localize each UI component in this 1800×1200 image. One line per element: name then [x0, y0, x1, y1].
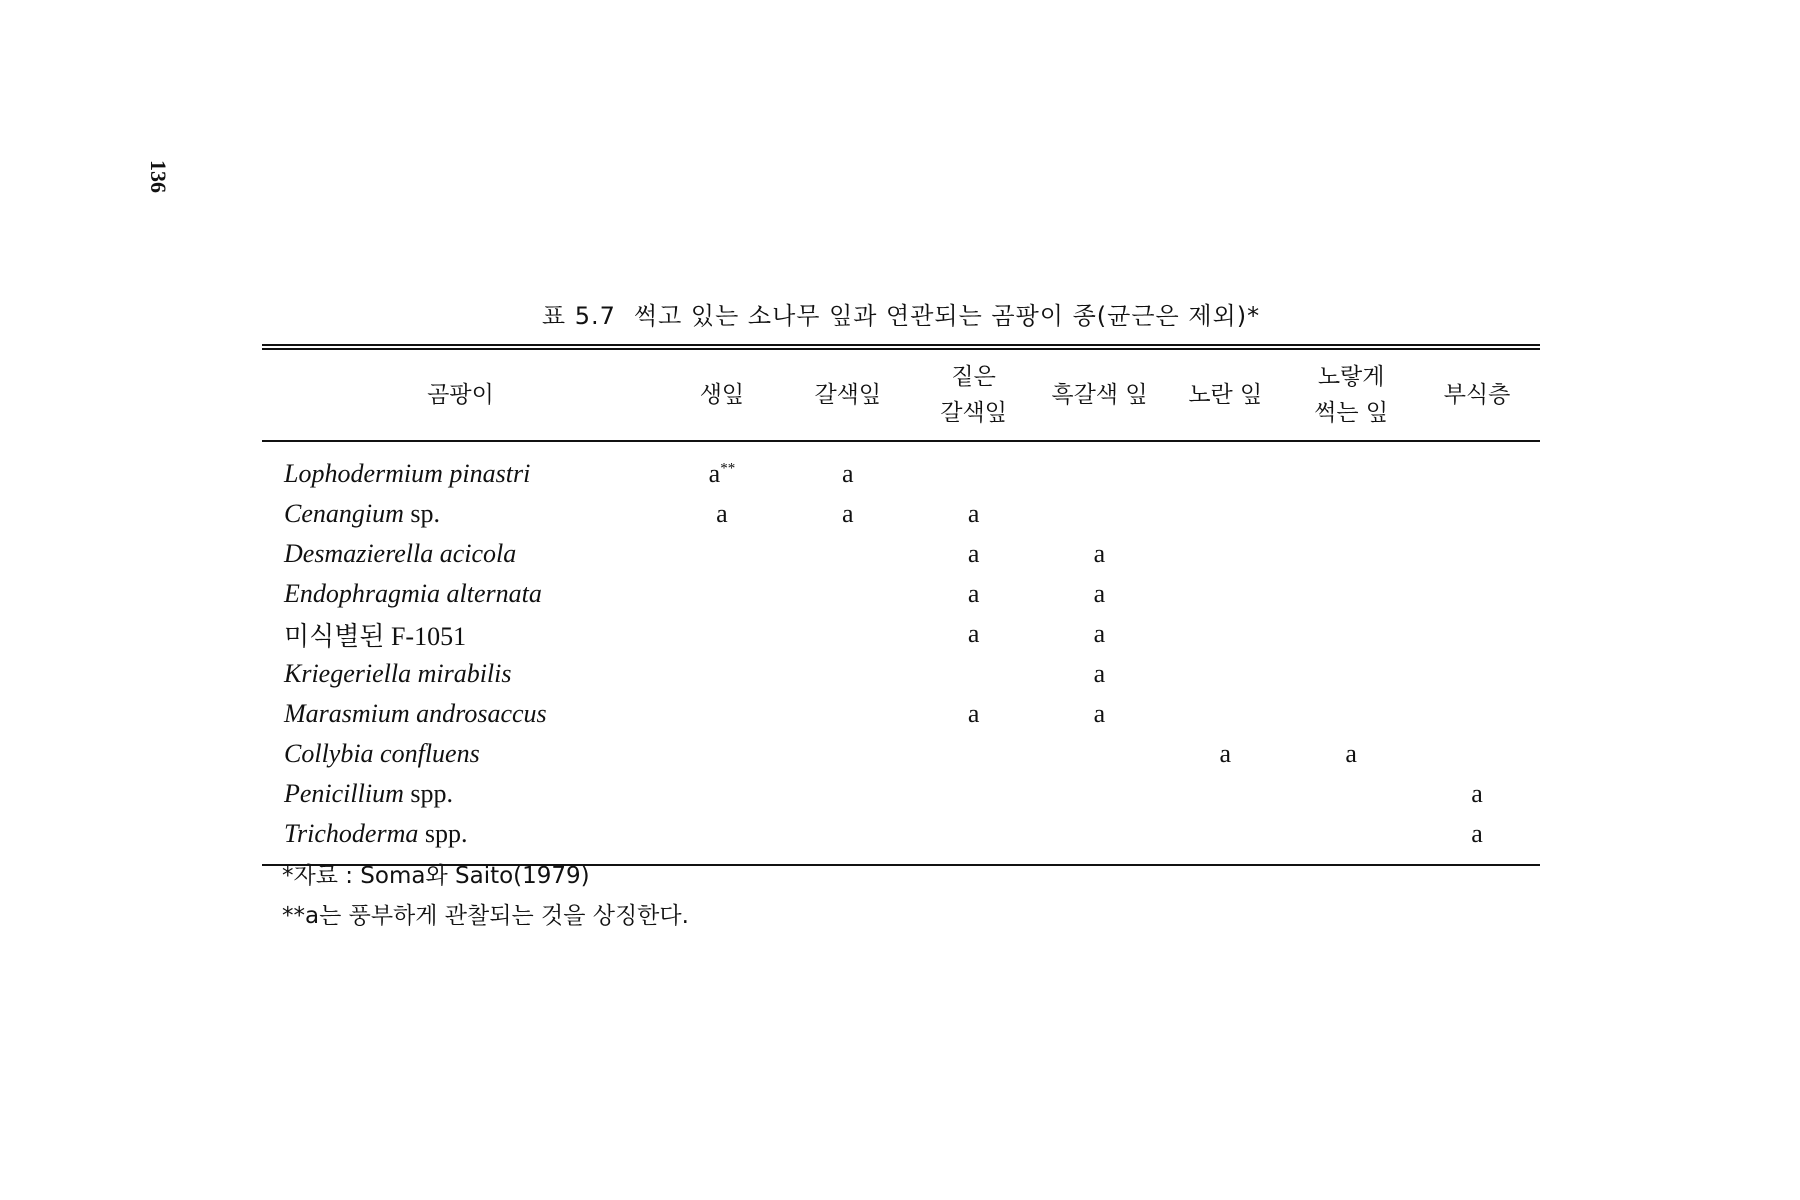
fungus-genus: Kriegeriella mirabilis — [284, 659, 512, 688]
fungus-genus: Collybia confluens — [284, 739, 480, 768]
occurrence-cell — [1037, 774, 1163, 814]
occurrence-cell — [1414, 734, 1540, 774]
occurrence-cell: a — [1219, 739, 1232, 768]
occurrence-cell — [785, 574, 911, 614]
header-label: 썩는 잎 — [1314, 400, 1389, 426]
occurrence-cell — [1288, 654, 1414, 694]
occurrence-cell — [1162, 494, 1288, 534]
occurrence-cell — [1288, 534, 1414, 574]
fungus-genus: Lophodermium pinastri — [284, 459, 531, 488]
occurrence-cell — [785, 774, 911, 814]
occurrence-cell — [1288, 814, 1414, 865]
fungus-name — [262, 694, 659, 734]
table-row — [262, 774, 1540, 814]
header-column — [1414, 347, 1540, 441]
occurrence-cell — [1288, 494, 1414, 534]
occurrence-cell: a — [967, 619, 980, 648]
fungus-suffix: spp. — [418, 819, 468, 848]
fungus-name — [262, 614, 659, 654]
header-column — [911, 347, 1037, 441]
occurrence-cell: a — [1471, 779, 1483, 808]
fungus-name — [262, 574, 659, 614]
fungus-genus: Penicillium — [284, 779, 404, 808]
fungus-genus: Trichoderma — [284, 819, 419, 848]
occurrence-cell: a — [967, 699, 980, 728]
occurrence-cell — [1162, 814, 1288, 865]
table-row — [262, 574, 1540, 614]
occurrence-cell — [1414, 694, 1540, 734]
fungus-suffix: spp. — [403, 779, 453, 808]
occurrence-cell — [911, 774, 1037, 814]
header-label: 갈색잎 — [814, 382, 882, 408]
occurrence-cell — [911, 441, 1037, 494]
header-column — [1162, 347, 1288, 441]
occurrence-cell — [1162, 774, 1288, 814]
table-header-row — [262, 347, 1540, 441]
fungus-name — [262, 734, 659, 774]
occurrence-cell: a — [841, 459, 854, 488]
fungus-name — [262, 774, 659, 814]
fungus-genus: Marasmium androsaccus — [284, 699, 547, 728]
occurrence-cell — [659, 574, 785, 614]
occurrence-cell — [911, 734, 1037, 774]
occurrence-cell: a — [1093, 539, 1106, 568]
page-number: 136 — [146, 160, 171, 193]
occurrence-cell — [1414, 494, 1540, 534]
table-row — [262, 494, 1540, 534]
occurrence-cell — [1162, 694, 1288, 734]
header-label: 흑갈색 잎 — [1051, 382, 1148, 408]
occurrence-cell — [659, 734, 785, 774]
table-caption-number: 표 5.7 — [541, 302, 616, 330]
occurrence-cell: a — [1093, 579, 1106, 608]
occurrence-cell: a — [716, 499, 728, 528]
fungus-genus: Cenangium — [284, 499, 404, 528]
occurrence-cell: a — [967, 499, 980, 528]
occurrence-cell — [1414, 441, 1540, 494]
header-label: 노란 잎 — [1188, 382, 1263, 408]
occurrence-cell: a — [967, 579, 980, 608]
occurrence-cell — [1414, 534, 1540, 574]
note-legend: **a는 풍부하게 관찰되는 것을 상징한다. — [282, 903, 689, 929]
occurrence-cell — [785, 694, 911, 734]
header-column — [1037, 347, 1163, 441]
occurrence-cell: a — [1093, 659, 1106, 688]
occurrence-cell — [1414, 654, 1540, 694]
table-body — [262, 441, 1540, 865]
occurrence-cell: a — [1471, 819, 1483, 848]
occurrence-cell — [1037, 814, 1163, 865]
occurrence-cell — [785, 814, 911, 865]
header-label: 생잎 — [699, 382, 745, 408]
header-column — [785, 347, 911, 441]
fungus-name — [262, 534, 659, 574]
occurrence-cell — [659, 614, 785, 654]
header-column — [659, 347, 785, 441]
table-notes — [282, 856, 689, 936]
fungus-genus: Endophragmia alternata — [284, 579, 542, 608]
occurrence-cell — [1037, 494, 1163, 534]
occurrence-cell — [1162, 574, 1288, 614]
header-label: 곰팡이 — [427, 382, 494, 408]
occurrence-cell: a — [1093, 699, 1106, 728]
header-fungus — [262, 347, 659, 441]
occurrence-cell — [1288, 774, 1414, 814]
occurrence-cell — [785, 534, 911, 574]
header-label: 노랗게 — [1317, 364, 1385, 390]
occurrence-cell — [659, 534, 785, 574]
fungus-name — [262, 654, 659, 694]
table-row — [262, 614, 1540, 654]
header-column — [1288, 347, 1414, 441]
occurrence-cell — [1288, 574, 1414, 614]
occurrence-cell — [785, 614, 911, 654]
fungus-suffix: 미식별된 F-1051 — [284, 621, 467, 651]
occurrence-cell: a — [967, 539, 980, 568]
occurrence-cell: a — [1345, 739, 1357, 768]
occurrence-cell — [659, 694, 785, 734]
table-row — [262, 534, 1540, 574]
fungus-name — [262, 494, 659, 534]
occurrence-cell: a** — [708, 459, 736, 488]
table-row — [262, 441, 1540, 494]
occurrence-cell — [1037, 734, 1163, 774]
occurrence-cell — [911, 814, 1037, 865]
header-label: 부식층 — [1443, 382, 1511, 408]
occurrence-cell — [1288, 614, 1414, 654]
note-source: *자료 : Soma와 Saito(1979) — [282, 863, 590, 889]
occurrence-cell — [1414, 574, 1540, 614]
fungus-name — [262, 441, 659, 494]
table-caption-text: 썩고 있는 소나무 잎과 연관되는 곰팡이 종(균근은 제외)* — [633, 302, 1261, 330]
occurrence-cell — [1162, 441, 1288, 494]
occurrence-cell: a — [841, 499, 854, 528]
header-label: 짙은 — [951, 364, 996, 390]
fungus-suffix: sp. — [403, 499, 441, 528]
fungus-genus: Desmazierella acicola — [284, 539, 517, 568]
occurrence-cell — [659, 654, 785, 694]
occurrence-cell — [1162, 614, 1288, 654]
occurrence-cell — [659, 774, 785, 814]
table-caption — [262, 296, 1540, 331]
footnote-marker: ** — [720, 460, 736, 477]
occurrence-cell — [1414, 614, 1540, 654]
occurrence-cell — [911, 654, 1037, 694]
header-label: 갈색잎 — [940, 400, 1007, 426]
occurrence-cell — [785, 734, 911, 774]
fungi-table — [262, 344, 1540, 866]
occurrence-cell — [1288, 441, 1414, 494]
occurrence-cell — [1288, 694, 1414, 734]
occurrence-cell — [1037, 441, 1163, 494]
table-row — [262, 694, 1540, 734]
table-row — [262, 654, 1540, 694]
occurrence-cell — [785, 654, 911, 694]
occurrence-cell — [1162, 534, 1288, 574]
occurrence-cell: a — [1093, 619, 1106, 648]
occurrence-cell — [1162, 654, 1288, 694]
table-row — [262, 734, 1540, 774]
